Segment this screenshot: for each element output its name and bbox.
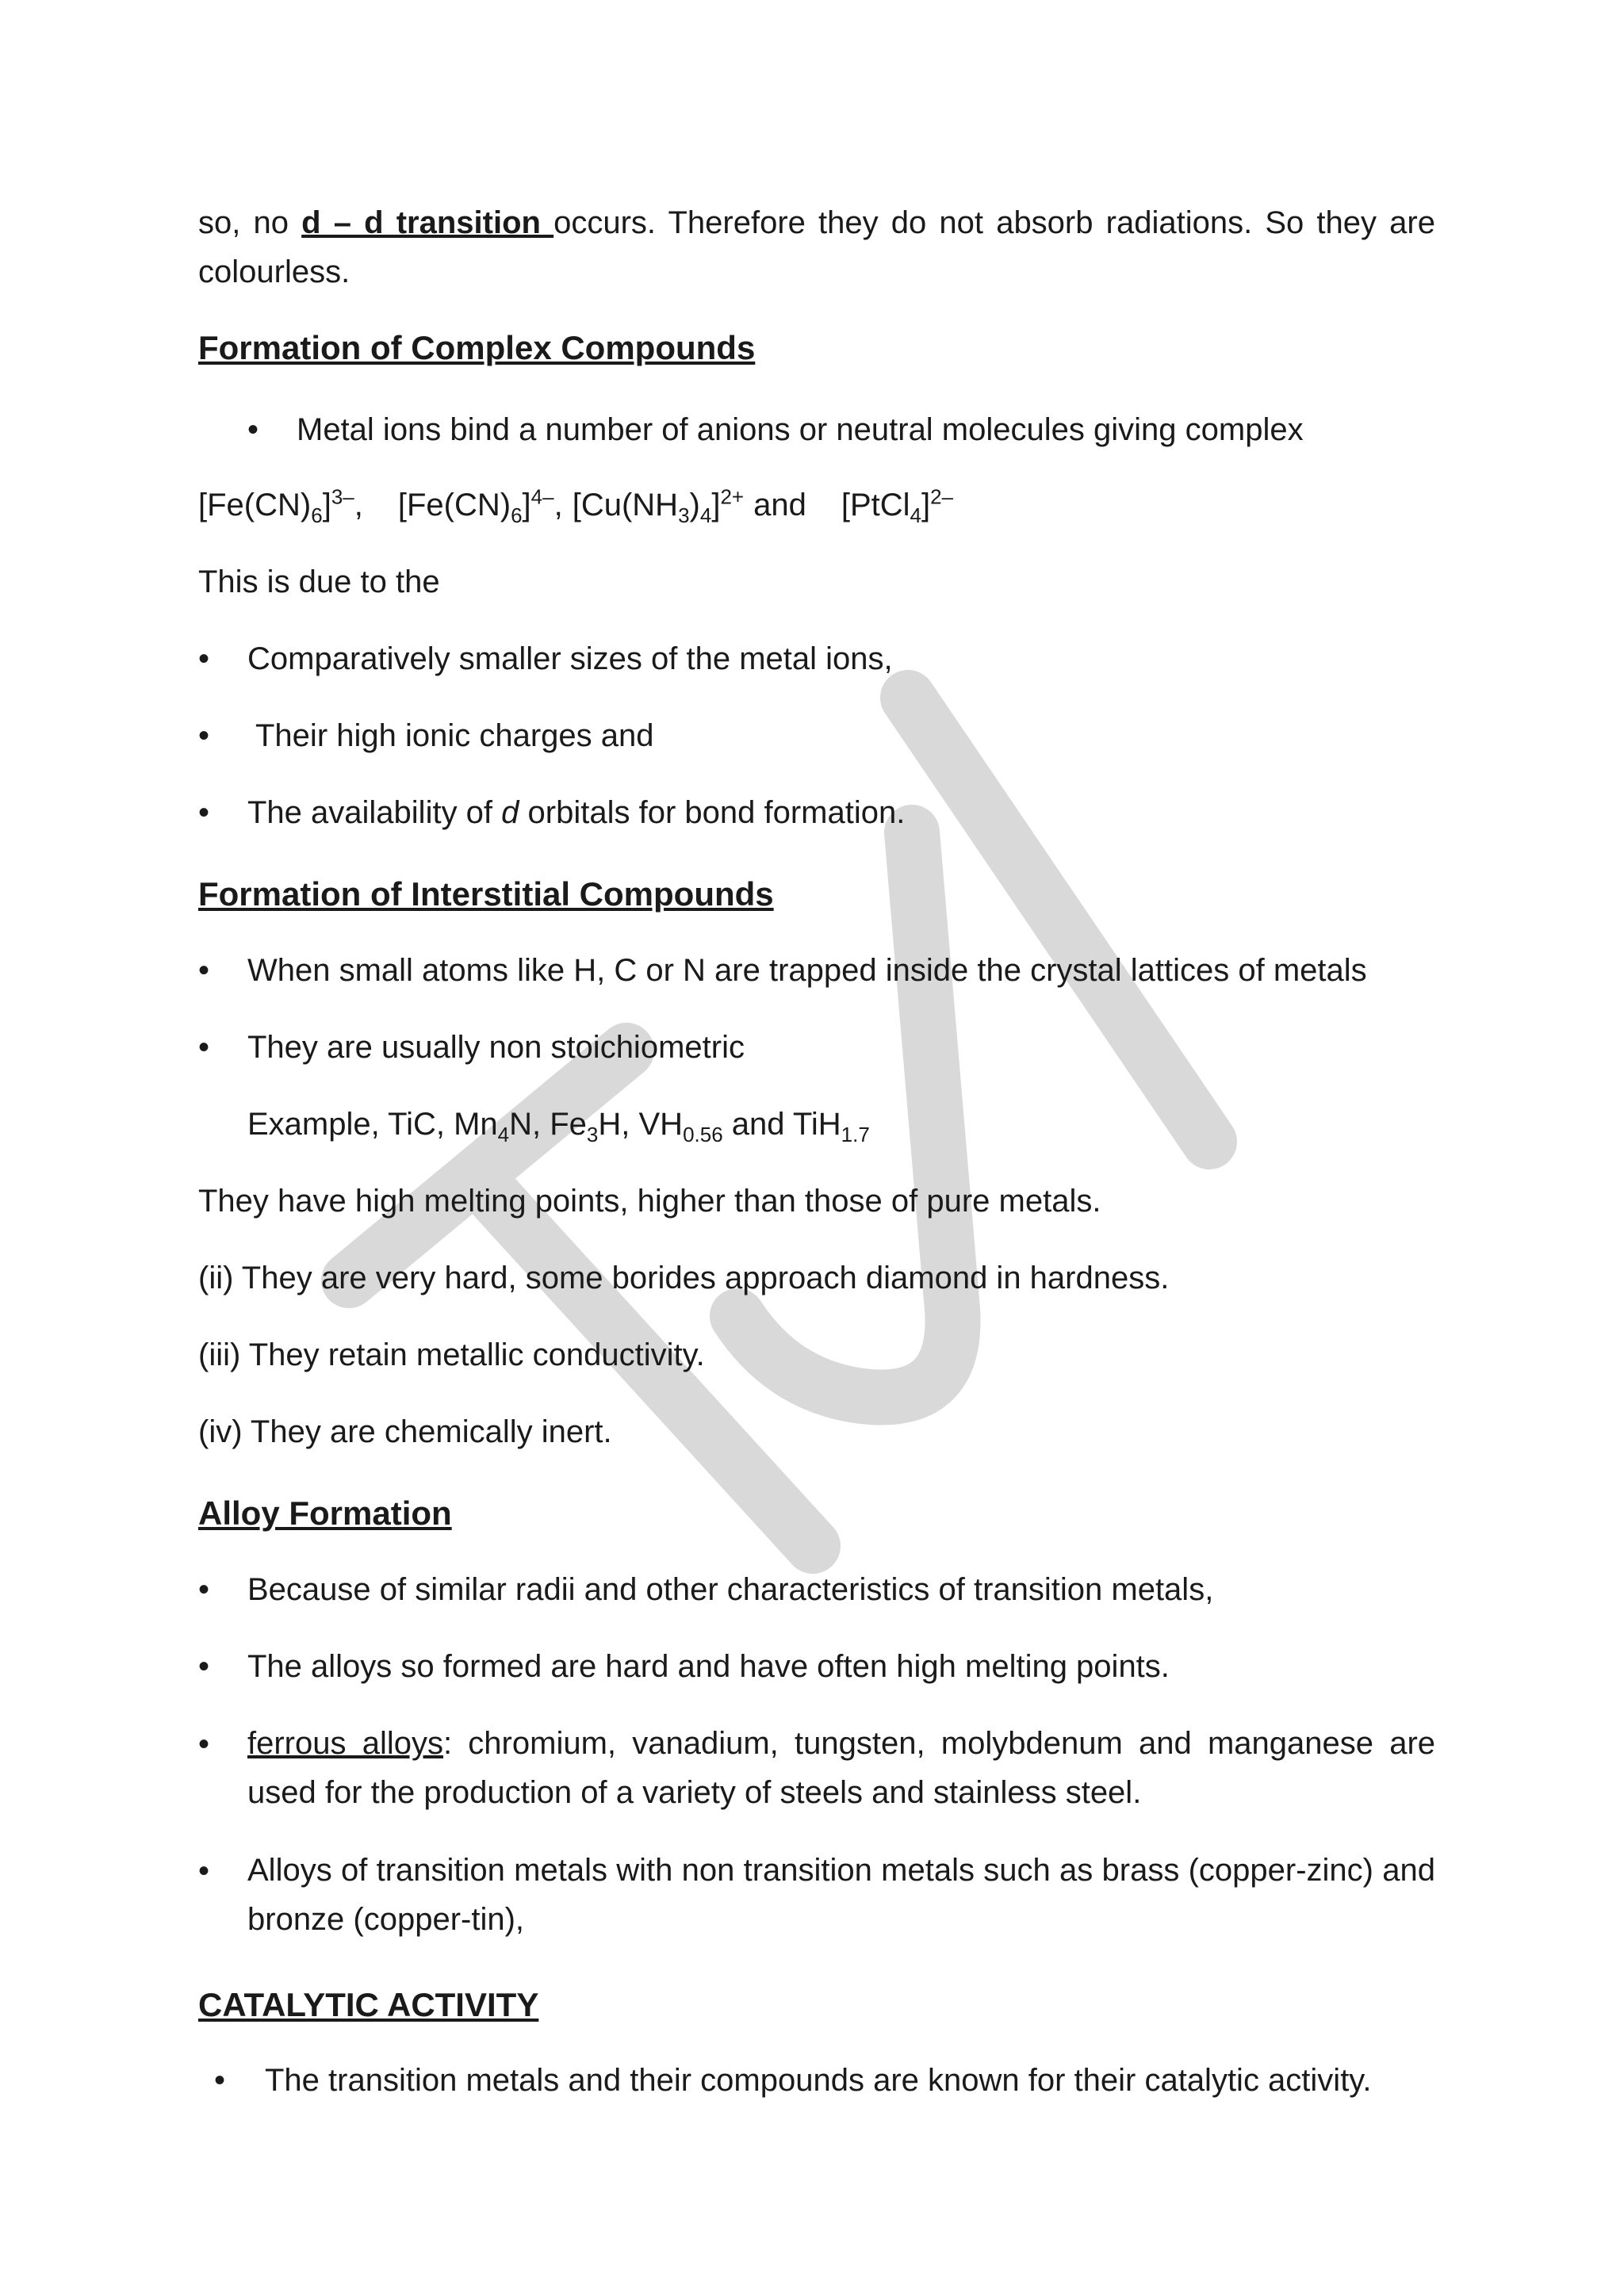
heading-interstitial-compounds: Formation of Interstitial Compounds — [198, 875, 774, 913]
heading-complex-compounds: Formation of Complex Compounds — [198, 329, 756, 366]
property-line: (iv) They are chemically inert. — [198, 1414, 612, 1449]
bullet-icon: • — [198, 1572, 210, 1607]
bullet-icon: • — [198, 718, 210, 753]
dd-transition-term: d – d transition — [301, 205, 554, 240]
bullet-icon: • — [198, 1854, 210, 1888]
bullet-icon: • — [198, 953, 210, 988]
due-to-text: This is due to the — [198, 564, 440, 599]
property-line: They have high melting points, higher than those of pure metals. — [198, 1184, 1101, 1219]
ferrous-alloys-term: ferrous alloys — [247, 1726, 443, 1761]
bullet-icon: • — [198, 795, 210, 830]
property-line: (iii) They retain metallic conductivity. — [198, 1337, 705, 1372]
bullet-icon: • — [198, 1649, 210, 1684]
bullet-icon: • — [198, 641, 210, 676]
bullet-icon: • — [198, 1030, 210, 1065]
intro-paragraph: so, no d – d transition occurs. Therefore they do not absorb radiations. So they are colourless. — [198, 205, 1435, 289]
interstitial-example: Example, TiC, $Mn_4N$, $Fe_3H$, $VH_{0.56}$ and TiH$_{1.7}$ — [247, 1107, 870, 1146]
heading-catalytic-activity: CATALYTIC ACTIVITY — [198, 1986, 539, 2023]
complex-formulas: $[Fe(CN)_6]^{3-}$, $[Fe(CN)_6]^{4-}$, $[Cu(NH_3)_4]^{2+}$ and [PtCl$_4$]$^{2-}$ — [198, 484, 954, 527]
bullet-icon: • — [198, 1727, 210, 1762]
bullet-icon: • — [247, 412, 259, 447]
alloy-examples-text: Alloys of transition metals with non transition metals such as brass (copper-zinc) and bronze (copper-tin), — [247, 1853, 1435, 1937]
ferrous-alloys-text: ferrous alloys: chromium, vanadium, tungsten, molybdenum and manganese are used for the production of a variety of steels and stainless steel. — [247, 1726, 1436, 1810]
bullet-icon: • — [214, 2063, 226, 2098]
property-line: (ii) They are very hard, some borides approach diamond in hardness. — [198, 1261, 1170, 1295]
heading-alloy-formation: Alloy Formation — [198, 1494, 452, 1532]
